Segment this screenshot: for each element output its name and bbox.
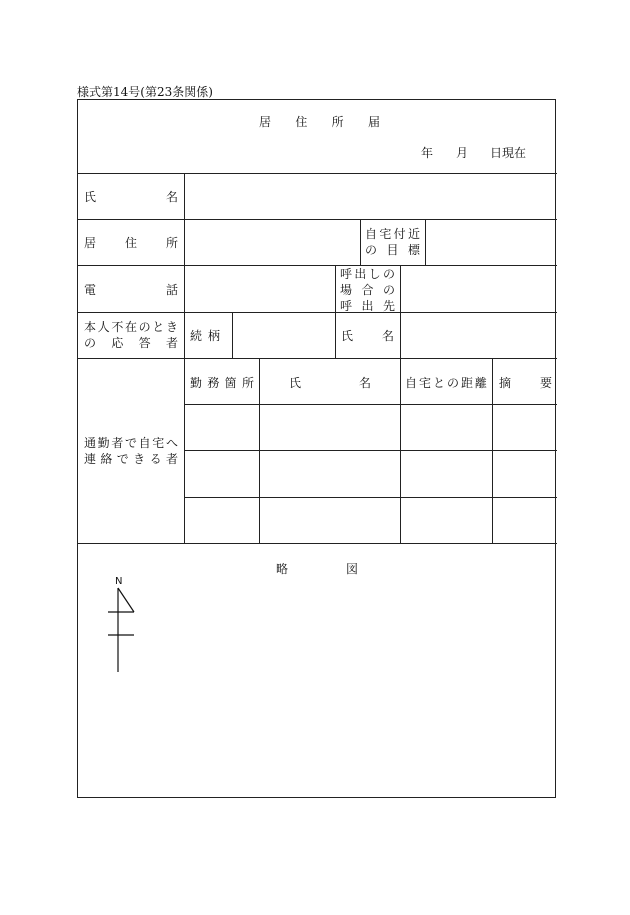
relation-field[interactable] — [233, 313, 335, 358]
label-char: 自 — [138, 436, 151, 450]
north-letter: N — [115, 576, 123, 587]
label-char: 自 — [365, 227, 378, 241]
label-char: 付 — [393, 227, 406, 241]
label-char: 要 — [539, 375, 552, 390]
label-char: 住 — [124, 235, 137, 250]
label-char: へ — [165, 436, 178, 450]
label-char: の — [382, 267, 395, 281]
label-char: 答 — [138, 336, 151, 350]
label-char: 離 — [474, 375, 487, 390]
label-char: で — [116, 452, 129, 466]
label-char: の — [382, 283, 395, 297]
commuter-row2-distance-field[interactable] — [401, 451, 492, 497]
commuter-row3-distance-field[interactable] — [401, 498, 492, 543]
commuter-row3-name-field[interactable] — [260, 498, 400, 543]
address-label — [84, 234, 178, 250]
form-title — [259, 113, 380, 129]
title-char: 所 — [331, 114, 344, 129]
commuter-row1-notes-field[interactable] — [493, 405, 556, 450]
label-char: 絡 — [100, 452, 113, 466]
map-drawing-area[interactable] — [79, 580, 555, 796]
commuter-label — [84, 435, 178, 467]
label-char: 電 — [84, 282, 97, 297]
callout-field[interactable] — [401, 266, 556, 312]
label-char: 者 — [165, 452, 178, 466]
label-char: 勤 — [190, 375, 203, 390]
label-char: 柄 — [207, 328, 220, 343]
label-char: 目 — [386, 243, 399, 257]
title-char: 居 — [259, 114, 272, 129]
label-char: 務 — [207, 375, 220, 390]
label-char: る — [149, 452, 162, 466]
label-char: 通 — [84, 436, 97, 450]
absent-name-label — [341, 327, 394, 343]
label-char: 宅 — [379, 227, 392, 241]
absent-responder-label — [84, 319, 178, 351]
label-char: 応 — [111, 336, 124, 350]
name-field[interactable] — [185, 174, 556, 219]
label-char: 名 — [165, 189, 178, 204]
address-field[interactable] — [185, 220, 360, 265]
label-char: 先 — [382, 299, 395, 313]
callout-label — [340, 266, 395, 314]
column-header-distance — [405, 374, 487, 390]
label-char: 呼 — [340, 267, 353, 281]
column-header-name — [289, 374, 371, 390]
label-char: 氏 — [289, 375, 302, 390]
rule-landmark-left — [360, 219, 361, 265]
column-header-workplace — [190, 374, 254, 390]
label-char: 距 — [460, 375, 473, 390]
rule-absent-bottom — [78, 358, 557, 359]
phone-label — [84, 281, 178, 297]
commuter-row2-name-field[interactable] — [260, 451, 400, 497]
column-header-notes — [499, 374, 552, 390]
label-char: 名 — [358, 375, 371, 390]
north-arrow-icon — [104, 572, 140, 676]
label-char: 合 — [361, 283, 374, 297]
relation-label — [190, 327, 220, 343]
label-char: し — [368, 267, 381, 281]
label-char: 勤 — [97, 436, 110, 450]
form-number: 様式第14号(第23条関係) — [77, 85, 213, 99]
label-char: 話 — [165, 282, 178, 297]
commuter-row3-notes-field[interactable] — [493, 498, 556, 543]
label-char: 摘 — [499, 375, 512, 390]
label-char: 場 — [340, 283, 353, 297]
date-year: 年 — [421, 146, 434, 160]
label-char: き — [165, 320, 178, 334]
label-char: 所 — [165, 235, 178, 250]
label-char: 続 — [190, 328, 203, 343]
label-char: 者 — [165, 336, 178, 350]
title-char: 住 — [295, 114, 308, 129]
label-char: 呼 — [340, 299, 353, 313]
label-char: 略 — [276, 561, 289, 576]
label-char: 氏 — [341, 328, 354, 343]
label-char: 標 — [407, 243, 420, 257]
label-char: の — [138, 320, 151, 334]
label-char: 在 — [124, 320, 137, 334]
name-label — [84, 188, 178, 204]
label-char: 不 — [111, 320, 124, 334]
phone-field[interactable] — [185, 266, 335, 312]
landmark-label — [365, 226, 420, 258]
date-month: 月 — [456, 146, 469, 160]
commuter-row2-notes-field[interactable] — [493, 451, 556, 497]
label-char: 出 — [361, 299, 374, 313]
title-char: 届 — [367, 114, 380, 129]
label-char: 図 — [345, 561, 358, 576]
label-char: き — [133, 452, 146, 466]
label-char: の — [84, 336, 97, 350]
rule-commuter-bottom — [78, 543, 557, 544]
label-char: 者 — [111, 436, 124, 450]
label-char: 人 — [97, 320, 110, 334]
map-title — [276, 560, 358, 576]
rule-callout-left — [335, 265, 336, 358]
residence-notification-form — [77, 99, 556, 798]
commuter-row2-workplace-field[interactable] — [185, 451, 259, 497]
commuter-row1-workplace-field[interactable] — [185, 405, 259, 450]
date-day-current: 日現在 — [490, 146, 527, 160]
label-char: 所 — [241, 375, 254, 390]
label-char: の — [365, 243, 378, 257]
label-char: 箇 — [224, 375, 237, 390]
label-char: 出 — [354, 267, 367, 281]
label-char: 氏 — [84, 189, 97, 204]
label-char: と — [152, 320, 165, 334]
label-char: で — [124, 436, 137, 450]
commuter-row1-name-field[interactable] — [260, 405, 400, 450]
label-char: 自 — [405, 375, 418, 390]
label-char: の — [446, 375, 459, 390]
commuter-row3-workplace-field[interactable] — [185, 498, 259, 543]
label-char: 本 — [84, 320, 97, 334]
label-char: 名 — [381, 328, 394, 343]
label-char: 宅 — [152, 436, 165, 450]
commuter-row1-distance-field[interactable] — [401, 405, 492, 450]
label-char: 居 — [84, 235, 97, 250]
label-char: 宅 — [418, 375, 431, 390]
label-char: 連 — [84, 452, 97, 466]
absent-name-field[interactable] — [401, 313, 556, 358]
label-char: 近 — [407, 227, 420, 241]
label-char: と — [432, 375, 445, 390]
landmark-field[interactable] — [426, 220, 556, 265]
